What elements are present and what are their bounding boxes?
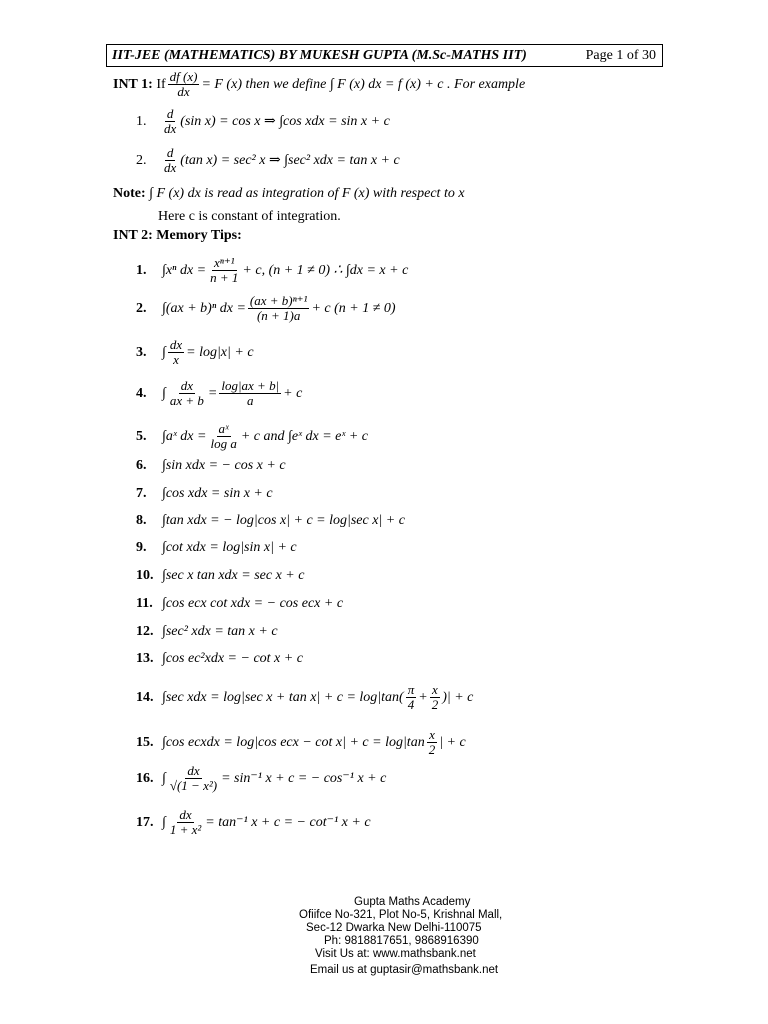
fraction-numerator: dx (180, 378, 193, 393)
formula-fraction (248, 294, 310, 323)
formula-fraction (168, 379, 206, 408)
derivative-operator (162, 107, 178, 136)
formula-number: 12. (136, 624, 154, 639)
formula-fraction (430, 683, 441, 712)
formula-row (136, 540, 297, 556)
document-title: IIT-JEE (MATHEMATICS) BY MUKESH GUPTA (M.Sc-MATHS IIT) (112, 47, 527, 63)
formula-rhs: + c, (n + 1 ≠ 0) ∴ ∫dx = x + c (242, 263, 409, 278)
int1-fraction (168, 70, 200, 99)
formula-row (136, 808, 371, 837)
formula-row (136, 486, 273, 502)
formula-rhs: + c (n + 1 ≠ 0) (311, 300, 396, 316)
formula-row (136, 422, 368, 451)
fraction-denominator: log a (210, 436, 237, 451)
frac-den: dx (164, 121, 177, 136)
note-text: ∫ F (x) dx is read as integration of F (x) with respect to x (149, 186, 465, 201)
formula-number: 2. (136, 300, 147, 316)
fraction-numerator: x (432, 682, 438, 697)
int1-frac-num: df (x) (169, 69, 198, 84)
formula-rhs: | + c (439, 734, 466, 750)
formula-row (136, 568, 304, 584)
fraction-denominator: n + 1 (210, 270, 239, 285)
footer-email: Email us at guptasir@mathsbank.net (310, 964, 499, 976)
formula-number: 17. (136, 814, 154, 830)
fraction-numerator: x (429, 727, 435, 742)
formula-lhs: ∫cos xdx = sin x + c (162, 486, 273, 501)
int1-example-2 (136, 146, 400, 175)
formula-fraction (427, 728, 438, 757)
int1-example-1 (136, 107, 390, 136)
note-line-2 (158, 209, 341, 225)
example-text: (sin x) = cos x ⇒ ∫cos xdx = sin x + c (180, 114, 390, 129)
formula-fraction (208, 422, 238, 451)
fraction-denominator: 4 (407, 697, 415, 712)
formula-number: 8. (136, 513, 147, 528)
footer-website: Visit Us at: www.mathsbank.net (315, 948, 476, 960)
formula-middle: = (207, 385, 218, 401)
formula-row (136, 728, 466, 757)
fraction-numerator: log|ax + b| (221, 378, 280, 393)
formula-rhs: = sin⁻¹ x + c = − cos⁻¹ x + c (221, 771, 387, 786)
formula-number: 9. (136, 540, 147, 555)
formula-lhs: ∫sin xdx = − cos x + c (162, 458, 286, 473)
frac-num: d (166, 145, 174, 160)
formula-row (136, 338, 254, 367)
formula-lhs: ∫(ax + b)ⁿ dx = (162, 300, 246, 316)
fraction-numerator: xⁿ⁺¹ (213, 255, 235, 270)
formula-number: 13. (136, 651, 154, 666)
formula-number: 11. (136, 596, 153, 611)
fraction-numerator: π (407, 682, 415, 697)
derivative-operator (162, 146, 178, 175)
fraction-denominator: 2 (428, 742, 436, 757)
formula-fraction (208, 256, 240, 285)
frac-num: d (166, 106, 174, 121)
frac-den: dx (164, 160, 177, 175)
int1-label: INT 1: (113, 76, 153, 92)
formula-number: 3. (136, 344, 147, 360)
formula-lhs: ∫xⁿ dx = (162, 262, 207, 278)
fraction-numerator: dx (179, 807, 192, 822)
formula-row (136, 651, 303, 667)
formula-number: 10. (136, 568, 154, 583)
formula-number: 15. (136, 734, 154, 750)
formula-fraction (168, 338, 184, 367)
formula-number: 7. (136, 486, 147, 501)
formula-rhs: + c (283, 385, 303, 401)
fraction-denominator: 2 (431, 697, 439, 712)
formula-fraction (168, 764, 219, 793)
formula-lhs: ∫cos ecxdx = log|cos ecx − cot x| + c = log|tan (162, 734, 425, 750)
formula-row (136, 458, 286, 474)
fraction-numerator: dx (169, 337, 183, 352)
formula-row (136, 683, 473, 712)
fraction-denominator: x (173, 352, 179, 367)
formula-rhs: + c and ∫eˣ dx = eˣ + c (240, 428, 368, 444)
footer-address-1: Ofiifce No-321, Plot No-5, Krishnal Mall, (299, 909, 503, 921)
fraction-denominator: a (247, 393, 254, 408)
int1-if: If (156, 76, 166, 92)
formula-lhs: ∫sec xdx = log|sec x + tan x| + c = log|tan( (162, 689, 404, 705)
int2-heading (113, 228, 242, 244)
formula-number: 4. (136, 385, 147, 401)
formula-middle: + (418, 689, 428, 705)
note-text-2: Here c is constant of integration. (158, 209, 341, 224)
formula-lhs: ∫ (162, 770, 166, 786)
formula-lhs: ∫ (162, 344, 166, 360)
formula-lhs: ∫sec x tan xdx = sec x + c (162, 568, 305, 583)
formula-number: 16. (136, 770, 154, 786)
int1-line (113, 70, 525, 99)
page-header (106, 44, 663, 67)
formula-lhs: ∫tan xdx = − log|cos x| + c = log|sec x| + c (162, 513, 405, 528)
note-label: Note: (113, 186, 146, 201)
formula-row (136, 294, 396, 323)
example-number: 2. (136, 152, 147, 168)
int1-definition: = F (x) then we define ∫ F (x) dx = f (x) + c . For example (201, 76, 526, 92)
footer-address-2: Sec-12 Dwarka New Delhi-110075 (306, 922, 482, 934)
formula-fraction (219, 379, 281, 408)
fraction-denominator: √(1 − x²) (169, 778, 218, 793)
example-text: (tan x) = sec² x ⇒ ∫sec² xdx = tan x + c (180, 153, 400, 168)
formula-lhs: ∫aˣ dx = (162, 428, 207, 444)
formula-row (136, 379, 302, 408)
formula-number: 14. (136, 689, 154, 705)
formula-lhs: ∫sec² xdx = tan x + c (162, 624, 278, 639)
formula-lhs: ∫ (162, 385, 166, 401)
fraction-denominator: (n + 1)a (256, 308, 301, 323)
fraction-numerator: (ax + b)ⁿ⁺¹ (249, 293, 308, 308)
formula-row (136, 764, 386, 793)
int1-frac-den: dx (177, 84, 190, 99)
example-number: 1. (136, 113, 147, 129)
formula-lhs: ∫cos ecx cot xdx = − cos ecx + c (162, 596, 344, 611)
formula-rhs: )| + c (442, 689, 474, 705)
formula-fraction (168, 808, 203, 837)
formula-row (136, 256, 408, 285)
formula-rhs: = tan⁻¹ x + c = − cot⁻¹ x + c (205, 815, 371, 830)
page-number: Page 1 of 30 (585, 47, 656, 63)
formula-fraction (406, 683, 417, 712)
formula-row (136, 624, 278, 640)
fraction-numerator: dx (187, 763, 200, 778)
footer-phone: Ph: 9818817651, 9868916390 (324, 935, 479, 947)
int2-label: INT 2: Memory Tips: (113, 228, 242, 243)
note-line (113, 186, 465, 202)
formula-rhs: = log|x| + c (186, 344, 254, 360)
formula-number: 5. (136, 428, 147, 444)
formula-lhs: ∫cot xdx = log|sin x| + c (162, 540, 297, 555)
formula-lhs: ∫cos ec²xdx = − cot x + c (162, 651, 303, 666)
footer-academy: Gupta Maths Academy (354, 896, 471, 908)
fraction-denominator: ax + b (169, 393, 204, 408)
formula-lhs: ∫ (162, 814, 166, 830)
formula-number: 1. (136, 262, 147, 278)
fraction-numerator: aˣ (218, 421, 229, 436)
formula-number: 6. (136, 458, 147, 473)
formula-row (136, 513, 405, 529)
fraction-denominator: 1 + x² (169, 822, 202, 837)
formula-row (136, 596, 343, 612)
